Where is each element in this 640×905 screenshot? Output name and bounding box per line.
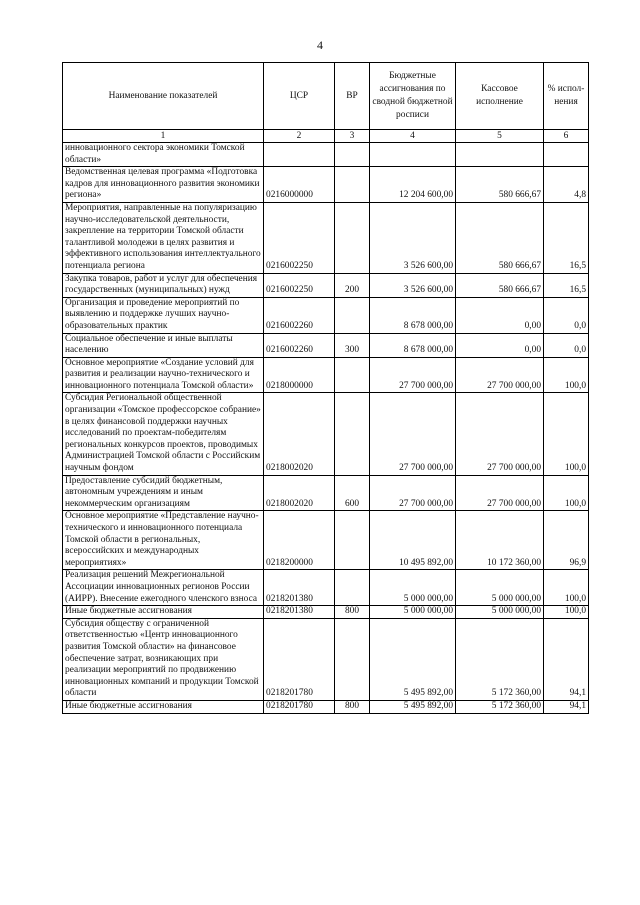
row-csr: 0218002020: [264, 475, 335, 511]
table-row: [63, 297, 589, 333]
row-vr: 800: [335, 700, 370, 713]
row-vr: [335, 570, 370, 606]
row-budget: 5 495 892,00: [370, 700, 456, 713]
row-csr: 0218201380: [264, 570, 335, 606]
row-percent: 100,0: [544, 475, 589, 511]
column-number: 6: [544, 130, 589, 143]
row-cash: 580 666,67: [456, 167, 544, 203]
column-number: 5: [456, 130, 544, 143]
row-csr: 0216002250: [264, 273, 335, 297]
table-body: [63, 143, 589, 714]
row-percent: 0,0: [544, 333, 589, 357]
row-cash: 10 172 360,00: [456, 511, 544, 570]
row-cash: 27 700 000,00: [456, 475, 544, 511]
row-csr: 0218200000: [264, 511, 335, 570]
header-csr: ЦСР: [264, 63, 335, 130]
table-row: [63, 273, 589, 297]
row-csr: 0216002250: [264, 202, 335, 273]
row-percent: 100,0: [544, 393, 589, 475]
table-row: [63, 357, 589, 393]
table-row: [63, 143, 589, 167]
column-number: 1: [63, 130, 264, 143]
row-vr: 200: [335, 273, 370, 297]
row-percent: 0,0: [544, 297, 589, 333]
row-name: Социальное обеспечение и иные выплаты населению: [63, 333, 264, 357]
row-csr: [264, 143, 335, 167]
row-csr: 0218002020: [264, 393, 335, 475]
row-csr: 0218000000: [264, 357, 335, 393]
row-name: Основное мероприятие «Создание условий для развития и реализации научно-технического и инновационного потенциала Томской области»: [63, 357, 264, 393]
row-budget: 3 526 600,00: [370, 273, 456, 297]
row-vr: [335, 511, 370, 570]
row-cash: [456, 143, 544, 167]
row-budget: [370, 143, 456, 167]
table-row: [63, 618, 589, 700]
row-percent: 16,5: [544, 202, 589, 273]
row-name: Субсидия Региональной общественной организации «Томское профессорское собрание» в целях финансовой поддержки научных исследований по проектам-победителям региональных конкурсов проектов, проводимых Администрацией Томской области с Российским научным фондом: [63, 393, 264, 475]
column-number: 3: [335, 130, 370, 143]
row-cash: 5 172 360,00: [456, 618, 544, 700]
row-name: Субсидия обществу с ограниченной ответственностью «Центр инновационного развития Томской области» на финансовое обеспечение затрат, возникающих при реализации мероприятий по продвижению инновационных компаний и продукции Томской области: [63, 618, 264, 700]
row-cash: 27 700 000,00: [456, 393, 544, 475]
row-percent: 94,1: [544, 618, 589, 700]
row-csr: 0218201780: [264, 700, 335, 713]
row-percent: 16,5: [544, 273, 589, 297]
row-vr: [335, 618, 370, 700]
row-csr: 0216000000: [264, 167, 335, 203]
page-number: 4: [317, 38, 323, 52]
row-cash: 0,00: [456, 297, 544, 333]
table-row: [63, 202, 589, 273]
row-percent: 100,0: [544, 357, 589, 393]
table-row: [63, 511, 589, 570]
row-percent: 100,0: [544, 570, 589, 606]
header-vr: ВР: [335, 63, 370, 130]
column-number-row: [63, 130, 589, 143]
column-number: 2: [264, 130, 335, 143]
table-row: [63, 475, 589, 511]
row-vr: [335, 297, 370, 333]
row-csr: 0216002260: [264, 333, 335, 357]
row-budget: 10 495 892,00: [370, 511, 456, 570]
header-row: [63, 63, 589, 130]
row-name: Иные бюджетные ассигнования: [63, 606, 264, 619]
row-vr: [335, 357, 370, 393]
row-name: Основное мероприятие «Представление научно-технического и инновационного потенциала Томской области в региональных, всероссийских и международных мероприятиях»: [63, 511, 264, 570]
header-budget: Бюджетные ассигнования по сводной бюджетной росписи: [370, 63, 456, 130]
row-cash: 5 172 360,00: [456, 700, 544, 713]
row-budget: 8 678 000,00: [370, 333, 456, 357]
row-csr: 0216002260: [264, 297, 335, 333]
table-row: [63, 570, 589, 606]
row-budget: 5 495 892,00: [370, 618, 456, 700]
table-row: [63, 606, 589, 619]
row-csr: 0218201380: [264, 606, 335, 619]
row-percent: 4,8: [544, 167, 589, 203]
row-vr: [335, 202, 370, 273]
row-name: Мероприятия, направленные на популяризацию научно-исследовательской деятельности, закрепление на территории Томской области талантливой молодежи в целях развития и эффективного использования интеллектуального потенциала региона: [63, 202, 264, 273]
row-budget: 27 700 000,00: [370, 475, 456, 511]
table-row: [63, 393, 589, 475]
header-name: Наименование показателей: [63, 63, 264, 130]
row-percent: 94,1: [544, 700, 589, 713]
row-name: инновационного сектора экономики Томской области»: [63, 143, 264, 167]
row-percent: [544, 143, 589, 167]
row-csr: 0218201780: [264, 618, 335, 700]
table-row: [63, 333, 589, 357]
row-cash: 580 666,67: [456, 273, 544, 297]
column-number: 4: [370, 130, 456, 143]
table-row: [63, 167, 589, 203]
row-budget: 12 204 600,00: [370, 167, 456, 203]
row-name: Предоставление субсидий бюджетным, автономным учреждениям и иным некоммерческим организациям: [63, 475, 264, 511]
row-name: Иные бюджетные ассигнования: [63, 700, 264, 713]
row-cash: 5 000 000,00: [456, 570, 544, 606]
row-cash: 5 000 000,00: [456, 606, 544, 619]
row-budget: 3 526 600,00: [370, 202, 456, 273]
budget-execution-table: [62, 62, 589, 714]
row-name: Ведомственная целевая программа «Подготовка кадров для инновационного развития экономики региона»: [63, 167, 264, 203]
table-row: [63, 700, 589, 713]
row-cash: 0,00: [456, 333, 544, 357]
row-vr: [335, 143, 370, 167]
row-vr: [335, 167, 370, 203]
header-cash: Кассовое исполнение: [456, 63, 544, 130]
row-vr: 600: [335, 475, 370, 511]
row-budget: 5 000 000,00: [370, 606, 456, 619]
row-budget: 27 700 000,00: [370, 393, 456, 475]
header-percent: % испол-нения: [544, 63, 589, 130]
row-cash: 580 666,67: [456, 202, 544, 273]
row-vr: 300: [335, 333, 370, 357]
row-percent: 100,0: [544, 606, 589, 619]
row-budget: 8 678 000,00: [370, 297, 456, 333]
row-budget: 27 700 000,00: [370, 357, 456, 393]
row-cash: 27 700 000,00: [456, 357, 544, 393]
row-vr: [335, 393, 370, 475]
row-name: Закупка товаров, работ и услуг для обеспечения государственных (муниципальных) нужд: [63, 273, 264, 297]
row-vr: 800: [335, 606, 370, 619]
row-name: Организация и проведение мероприятий по выявлению и поддержке лучших научно-образовательных практик: [63, 297, 264, 333]
row-name: Реализация решений Межрегиональной Ассоциации инновационных регионов России (АИРР). Внесение ежегодного членского взноса: [63, 570, 264, 606]
row-percent: 96,9: [544, 511, 589, 570]
row-budget: 5 000 000,00: [370, 570, 456, 606]
